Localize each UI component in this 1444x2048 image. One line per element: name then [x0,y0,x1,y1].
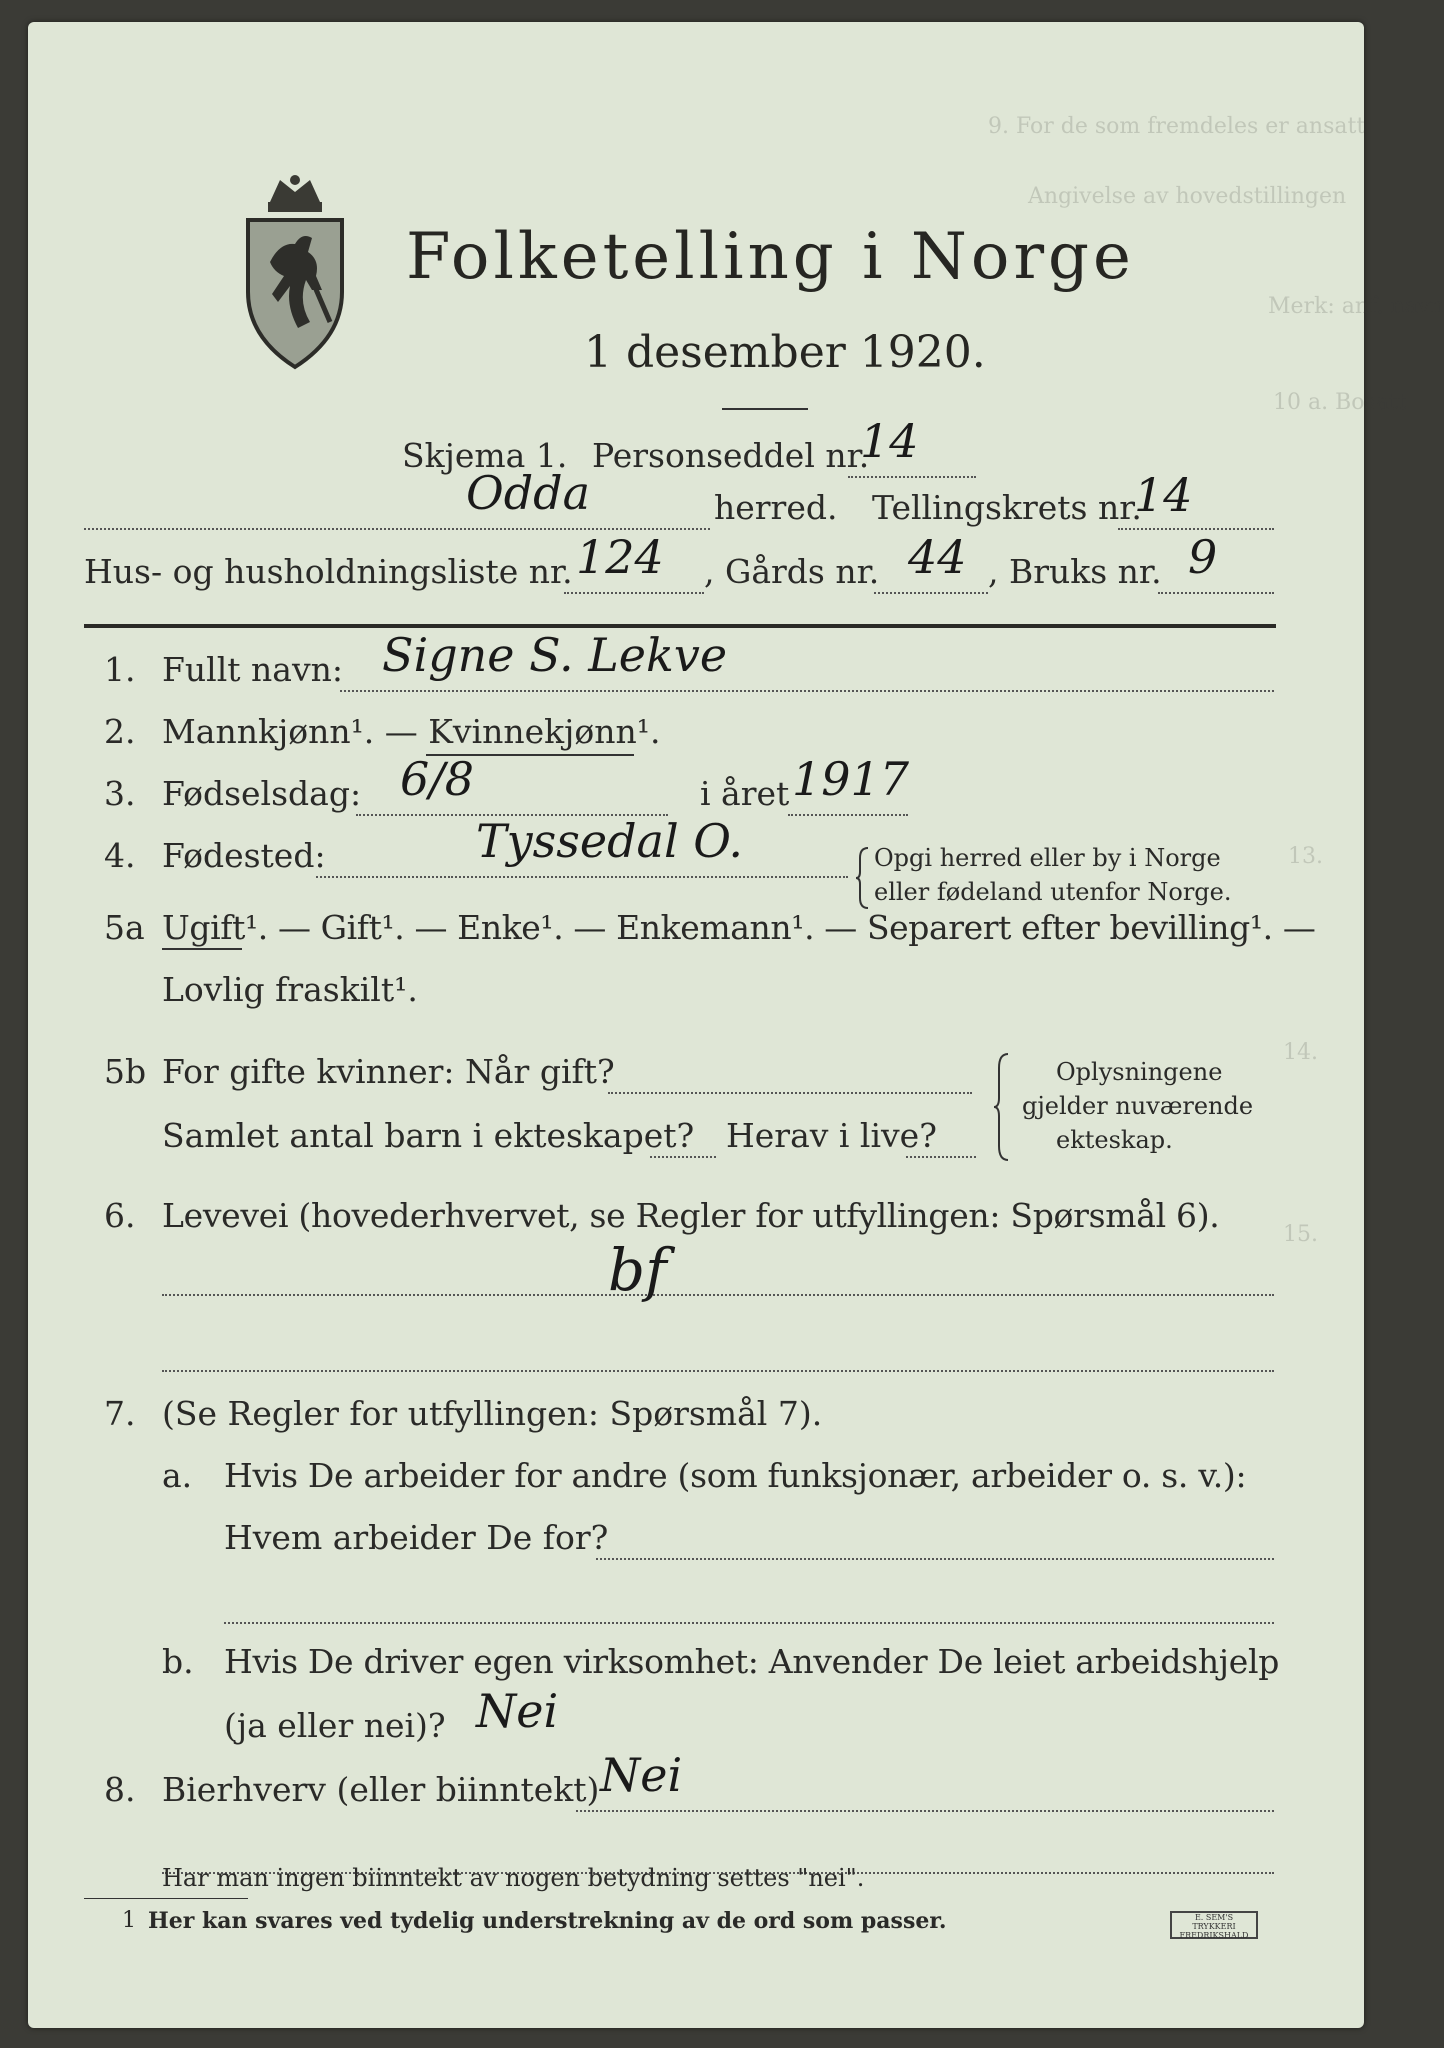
q8-label: Bierhverv (eller biinntekt) [162,1770,600,1809]
q8-field-line [576,1810,1274,1812]
bleed-text: 15. [1283,1222,1318,1247]
census-date: 1 desember 1920. [584,327,986,378]
gards-label: , Gårds nr. [704,552,880,591]
brace-icon [856,846,870,910]
q5b-note-line-3: ekteskap. [1056,1126,1173,1154]
bleed-text: 10 a. Bosatt [1273,390,1407,415]
tellingskrets-label: Tellingskrets nr. [872,488,1142,527]
q8-note: Har man ingen biinntekt av nogen betydning settes "nei". [162,1864,865,1892]
herred-label: herred. [714,488,838,527]
hus-field-line [564,592,704,594]
skjema-label: Skjema 1. [402,436,568,475]
bleed-text: 14. [1283,1040,1318,1065]
q7a-employer-field-line [596,1558,1274,1560]
q5b-note-line-1: Oplysningene [1056,1058,1223,1086]
q5a-marital-options: Ugift¹. — Gift¹. — Enke¹. — Enkemann¹. — Separert efter bevilling¹. — [162,908,1316,947]
printer-stamp: E. SEM'S TRYKKERI FREDRIKSHALD [1170,1911,1258,1939]
q7b-label-2: (ja eller nei)? [224,1706,446,1745]
q6-field-line-2 [162,1370,1274,1372]
q7b-label: Hvis De driver egen virksomhet: Anvender De leiet arbeidshjelp [224,1642,1280,1681]
q3-year-value[interactable]: 1917 [792,752,910,806]
q3-number: 3. [104,774,136,813]
q6-number: 6. [104,1196,136,1235]
q5a-selected-underline [162,948,242,950]
q3-birthday-value[interactable]: 6/8 [400,752,475,806]
page-title: Folketelling i Norge [406,220,1135,294]
q4-field-line-b [448,876,848,878]
hus-value[interactable]: 124 [576,530,664,584]
bleed-text: 9. For de som fremdeles er ansatt [988,114,1366,139]
q5b-alive-label: Herav i live? [726,1116,937,1155]
gards-field-line [874,592,988,594]
q5b-children-label: Samlet antal barn i ekteskapet? [162,1116,695,1155]
q1-full-name-value[interactable]: Signe S. Lekve [382,628,728,682]
gards-value[interactable]: 44 [908,530,967,584]
personseddel-value[interactable]: 14 [860,414,919,468]
q4-number: 4. [104,836,136,875]
q3-year-field-line [788,814,908,816]
q7-number: 7. [104,1394,136,1433]
q6-label: Levevei (hovederhvervet, se Regler for utfyllingen: Spørsmål 6). [162,1196,1220,1235]
hus-label: Hus- og husholdningsliste nr. [84,552,573,591]
personseddel-field-line [848,476,976,478]
q5b-married-field-line [608,1092,972,1094]
norwegian-coat-of-arms-icon [240,172,350,372]
q5b-alive-field-line [906,1156,976,1158]
bruks-value[interactable]: 9 [1188,530,1218,584]
herred-value[interactable]: Odda [466,466,591,520]
bruks-field-line [1158,592,1274,594]
title-rule [722,408,808,410]
q2-gender-options: Mannkjønn¹. — Kvinnekjønn¹. [162,712,661,751]
q5b-number: 5b [104,1052,147,1091]
q7-label: (Se Regler for utfyllingen: Spørsmål 7). [162,1394,823,1433]
personseddel-label: Personseddel nr. [592,436,870,475]
q1-number: 1. [104,650,136,689]
brace-icon [994,1052,1010,1162]
q7b-hired-help-value[interactable]: Nei [476,1684,559,1738]
q3-label: Fødselsdag: [162,774,362,813]
footnote-rule [84,1898,248,1899]
bleed-text: 13. [1288,844,1323,869]
tellingskrets-value[interactable]: 14 [1134,468,1193,522]
q7a-employer-label: Hvem arbeider De for? [224,1518,609,1557]
q8-number: 8. [104,1770,136,1809]
q5a-number: 5a [104,908,145,947]
q7b-letter: b. [162,1642,194,1681]
bleed-text: Merk: anf. navn [1268,294,1444,319]
q4-label: Fødested: [162,836,326,875]
q7a-employer-field-line-2 [224,1622,1274,1624]
q3-year-label: i året [700,774,790,813]
q7a-letter: a. [162,1456,193,1495]
q7a-label: Hvis De arbeider for andre (som funksjonær, arbeider o. s. v.): [224,1456,1247,1495]
q1-field-line [340,690,1274,692]
q6-field-line [162,1294,1274,1296]
q4-field-line-a [316,876,446,878]
q4-note-line-2: eller fødeland utenfor Norge. [874,878,1232,906]
bruks-label: , Bruks nr. [988,552,1162,591]
q5b-children-field-line [650,1156,716,1158]
q6-occupation-value[interactable]: bf [608,1236,667,1304]
footnote-marker: 1 [122,1908,136,1933]
census-form-page [28,22,1444,2028]
q5a-marital-options-2: Lovlig fraskilt¹. [162,970,418,1009]
q5b-note-line-2: gjelder nuværende [1022,1092,1254,1120]
q4-birthplace-value[interactable]: Tyssedal O. [476,814,743,868]
footnote-text: Her kan svares ved tydelig understrekning av de ord som passer. [148,1908,947,1934]
q4-note-line-1: Opgi herred eller by i Norge [874,844,1221,872]
bleed-text: Angivelse av hovedstillingen [1028,184,1347,209]
q1-label: Fullt navn: [162,650,343,689]
q5b-label: For gifte kvinner: Når gift? [162,1052,615,1091]
q8-side-income-value[interactable]: Nei [600,1748,683,1802]
q2-number: 2. [104,712,136,751]
